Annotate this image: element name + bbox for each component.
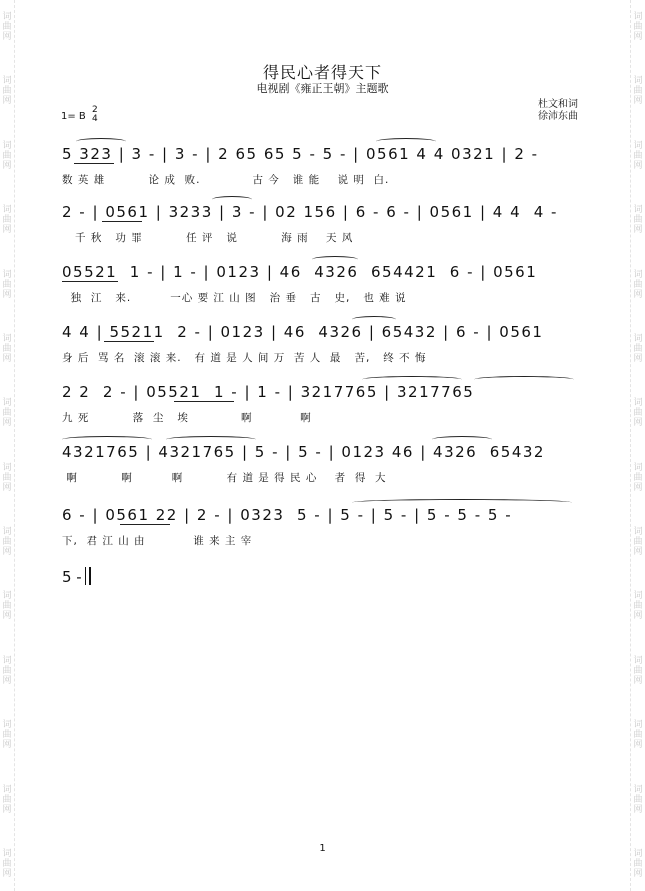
time-signature-bottom: 4 xyxy=(92,114,98,124)
score-line-1 xyxy=(62,145,582,195)
time-signature xyxy=(92,106,98,124)
score-line-6 xyxy=(62,443,582,493)
notation: 2 - | 0561 | 3233 | 3 - | 02 156 | 6 - 6 - | 0561 | 4 4 4 - xyxy=(62,203,558,221)
notation: 2 2 2 - | 05521 1 - | 1 - | 3217765 | 3217765 xyxy=(62,383,475,401)
score-line-3 xyxy=(62,263,582,313)
lyrics: 数 英 雄 论 成 败. 古 今 谁 能 说 明 白. xyxy=(62,174,390,186)
time-signature-top: 2 xyxy=(92,105,98,115)
final-bar xyxy=(62,567,91,586)
song-subtitle: 电视剧《雍正王朝》主题歌 xyxy=(256,82,389,95)
lyrics: 独 江 来. 一心 要 江 山 图 治 垂 古 史, 也 难 说 xyxy=(62,292,407,304)
notation: 4 4 | 55211 2 - | 0123 | 46 4326 | 65432 | 6 - | 0561 xyxy=(62,323,544,341)
notation: 5 - xyxy=(62,568,82,586)
song-title: 得民心者得天下 xyxy=(262,63,382,82)
notation: 6 - | 0561 22 | 2 - | 0323 5 - | 5 - | 5 - | 5 - 5 - 5 - xyxy=(62,506,513,524)
score-line-5 xyxy=(62,383,582,433)
page-number: 1 xyxy=(319,843,326,854)
lyrics: 九 死 落 尘 埃 啊 啊 xyxy=(62,412,312,424)
notation: 05521 1 - | 1 - | 0123 | 46 4326 654421 6 - | 0561 xyxy=(62,263,538,281)
key-signature: 1= B xyxy=(61,111,86,122)
lyrics: 啊 啊 啊 有 道 是 得 民 心 者 得 大 xyxy=(62,472,387,484)
score-line-4 xyxy=(62,323,582,373)
credits xyxy=(538,99,578,123)
lyricist: 杜文和词 xyxy=(538,99,578,110)
lyrics: 千 秋 功 罪 任 评 说 海 雨 天 风 xyxy=(62,232,354,244)
lyrics: 下, 君 江 山 由 谁 来 主 宰 xyxy=(62,535,253,547)
lyrics: 身 后 骂 名 滚 滚 来. 有 道 是 人 间 万 苦 人 最 苦, 终 不 悔 xyxy=(62,352,427,364)
score-line-7 xyxy=(62,506,582,556)
composer: 徐沛东曲 xyxy=(538,111,578,122)
watermark-left: 词 曲 网 词 曲 网 词 曲 网 词 曲 网 词 曲 网 词 曲 网 词 曲 网 词 曲 网 词 曲 网 词 曲 网 词 曲 网 词 曲 网 词 曲 网 词 曲 网 xyxy=(0,0,15,891)
score-line-2 xyxy=(62,203,582,253)
notation: 5 323 | 3 - | 3 - | 2 65 65 5 - 5 - | 0561 4 4 0321 | 2 - xyxy=(62,145,539,163)
notation: 4321765 | 4321765 | 5 - | 5 - | 0123 46 | 4326 65432 xyxy=(62,443,545,461)
watermark-right: 词 曲 网 词 曲 网 词 曲 网 词 曲 网 词 曲 网 词 曲 网 词 曲 网 词 曲 网 词 曲 网 词 曲 网 词 曲 网 词 曲 网 词 曲 网 词 曲 网 xyxy=(630,0,645,891)
